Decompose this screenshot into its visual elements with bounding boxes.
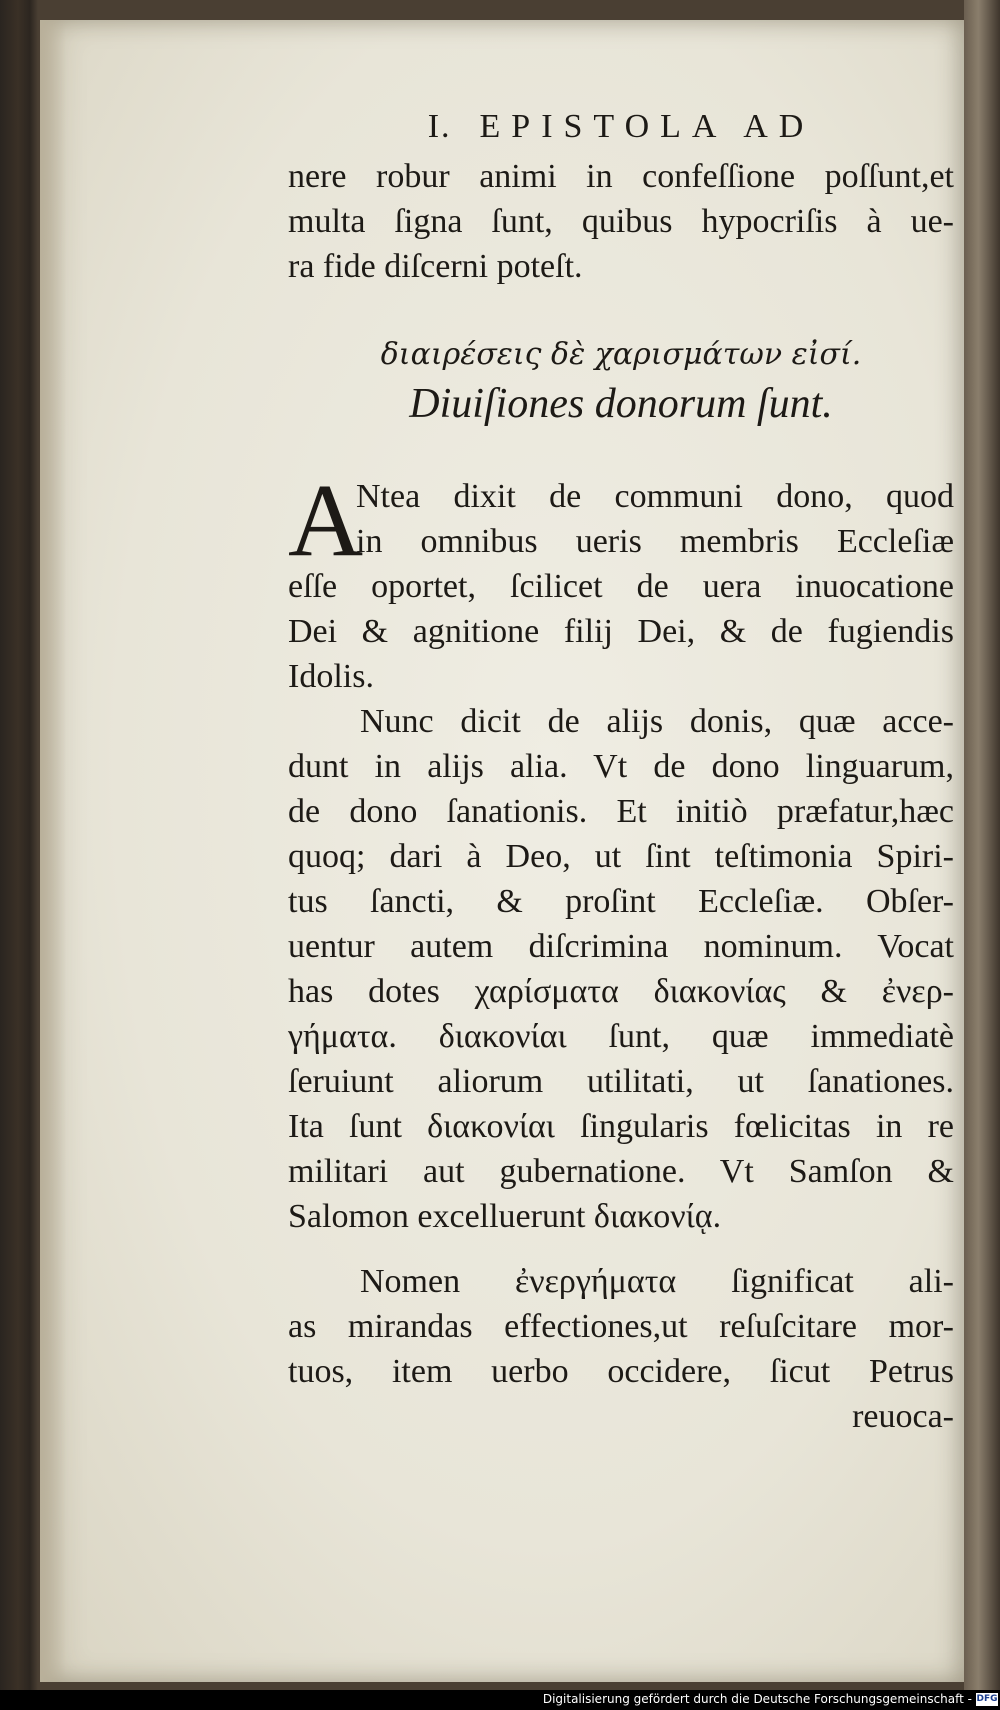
text-line: dunt in alijs alia. Vt de dono linguarum,	[288, 748, 954, 785]
greek-heading: διαιρέσεις δὲ χαρισμάτων εἰσί.	[380, 337, 862, 372]
text-line: militari aut gubernatione. Vt Samſon &	[288, 1153, 954, 1190]
text-line: tus ſancti, & proſint Eccleſiæ. Obſer-	[288, 883, 954, 920]
text-line: Nomen ἐνεργήματα ſignificat ali-	[360, 1263, 954, 1300]
text-line: Idolis.	[288, 658, 374, 695]
running-head-title: EPISTOLA AD	[479, 108, 815, 145]
funding-notice: Digitalisierung gefördert durch die Deutsche Forschungsgemeinschaft -	[542, 1692, 972, 1706]
text-line: ſeruiunt aliorum utilitati, ut ſanationes.	[288, 1063, 954, 1100]
text-line: Ita ſunt διακονίαι ſingularis fœlicitas in re	[288, 1108, 954, 1145]
text-line: γήματα. διακονίαι ſunt, quæ immediatè	[288, 1018, 954, 1055]
paragraph-with-drop-cap	[288, 463, 954, 699]
drop-cap-letter: A	[288, 463, 364, 578]
text-line: tuos, item uerbo occidere, ſicut Petrus	[288, 1353, 954, 1390]
text-line: Dei & agnitione filij Dei, & de fugiendis	[288, 613, 954, 650]
paragraph-1	[288, 463, 954, 699]
text-line: de dono ſanationis. Et initiò præfatur,hæc	[288, 793, 954, 830]
catchword: reuoca-	[852, 1398, 954, 1435]
text-line: has dotes χαρίσματα διακονίας & ἐνερ-	[288, 973, 954, 1010]
text-line: quoq; dari à Deo, ut ſint teſtimonia Spiri-	[288, 838, 954, 875]
paragraph-3	[288, 1259, 954, 1394]
text-line: uentur autem diſcrimina nominum. Vocat	[288, 928, 954, 965]
book-binding-edge	[964, 0, 1000, 1690]
running-head-number: I.	[427, 108, 452, 145]
paragraph-2	[288, 699, 954, 1239]
page-gutter-shadow	[40, 20, 66, 1682]
text-line: Salomon excelluerunt διακονίᾳ.	[288, 1198, 722, 1235]
text-line: nere robur animi in confeſſione poſſunt,et	[288, 158, 954, 195]
text-line: multa ſigna ſunt, quibus hypocriſis à ue-	[288, 203, 954, 240]
text-line: in omnibus ueris membris Eccleſiæ	[356, 523, 954, 560]
opening-paragraph	[288, 154, 954, 289]
text-line: as mirandas effectiones,ut reſuſcitare mor-	[288, 1308, 954, 1345]
dfg-logo-icon: DFG	[976, 1694, 998, 1704]
text-line: ra fide diſcerni poteſt.	[288, 248, 583, 285]
running-head	[288, 108, 954, 146]
text-line: Ntea dixit de communi dono, quod	[356, 478, 954, 515]
text-line: eſſe oportet, ſcilicet de uera inuocatione	[288, 568, 954, 605]
footer-bar	[0, 1690, 1000, 1710]
paragraph-gap	[288, 1239, 954, 1259]
latin-heading: Diuiſiones donorum ſunt.	[409, 381, 833, 427]
text-line: Nunc dicit de alijs donis, quæ acce-	[360, 703, 954, 740]
page-text-block	[288, 108, 954, 1439]
